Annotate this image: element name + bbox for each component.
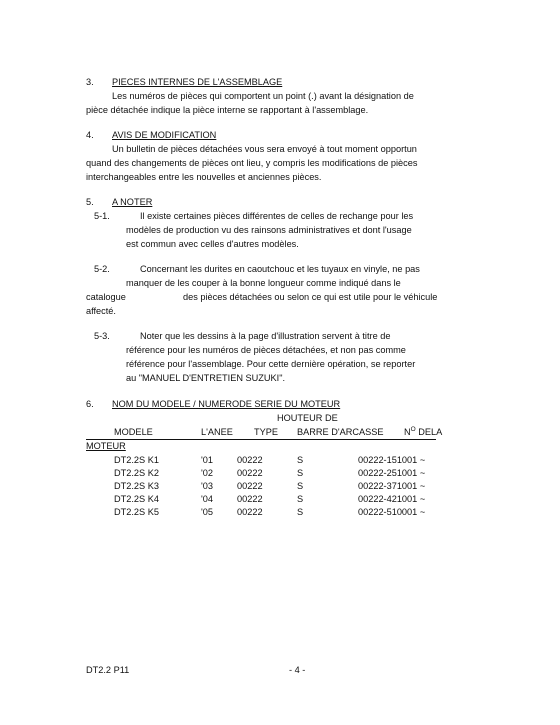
cell-serial: 00222-510001 ~ [358,507,426,517]
section4-line-3: interchangeables entre les nouvelles et anciennes pièces. [86,172,322,182]
note1-number: 5-1. [94,211,110,221]
section3-title: PIECES INTERNES DE L'ASSEMBLAGE [112,77,283,87]
note2-line-3a: catalogue [86,292,126,302]
section3-line-1: Les numéros de pièces qui comportent un point (.) avant la désignation de [112,91,414,101]
cell-year: '02 [201,468,213,478]
col-type: TYPE [254,427,278,437]
section6-number: 6. [86,399,94,409]
section4-title: AVIS DE MODIFICATION [112,130,217,140]
cell-serial: 00222-251001 ~ [358,468,426,478]
cell-type: 00222 [237,481,263,491]
col-serial [404,425,442,440]
note3-line-3: référence pour l'assemblage. Pour cette dernière opération, se reporter [126,359,416,369]
section3-number: 3. [86,77,94,87]
section5-title: A NOTER [112,197,153,207]
section3-line-2: pièce détachée indique la pièce interne se rapportant à l'assemblage. [86,105,369,115]
cell-model: DT2.2S K3 [114,481,159,491]
col-serial-prefix: N [404,427,411,437]
cell-type: 00222 [237,468,263,478]
note2-line-2: manquer de les couper à la bonne longueur comme indiqué dans le [126,278,401,288]
cell-bar: S [297,468,304,478]
cell-year: '04 [201,494,213,504]
cell-serial: 00222-371001 ~ [358,481,426,491]
section5-number: 5. [86,197,94,207]
note1-line-3: est commun avec celles d'autres modèles. [126,239,299,249]
col-serial-suffix: DELA [415,427,443,437]
table-header-top: HOUTEUR DE [277,413,338,423]
col-serial-sup: O [410,425,416,433]
col-motor: MOTEUR [86,441,126,451]
note1-line-1: Il existe certaines pièces différentes de celles de rechange pour les [140,211,414,221]
cell-model: DT2.2S K5 [114,507,159,517]
cell-model: DT2.2S K4 [114,494,159,504]
footer-doc-code: DT2.2 P11 [86,665,130,675]
cell-bar: S [297,507,304,517]
note3-line-4: au "MANUEL D'ENTRETIEN SUZUKI". [126,373,286,383]
table-header-row [86,425,443,440]
cell-bar: S [297,455,304,465]
cell-year: '03 [201,481,213,491]
cell-year: '01 [201,455,213,465]
note2-number: 5-2. [94,264,110,274]
col-model: MODELE [114,427,153,437]
col-bar: BARRE D'ARCASSE [297,427,384,437]
cell-serial: 00222-421001 ~ [358,494,426,504]
note3-line-2: référence pour les numéros de pièces détachées, et non pas comme [126,345,406,355]
cell-model: DT2.2S K1 [114,455,159,465]
note2-line-1: Concernant les durites en caoutchouc et les tuyaux en vinyle, ne pas [140,264,420,274]
cell-bar: S [297,494,304,504]
cell-type: 00222 [237,494,263,504]
footer-page-number: - 4 - [289,665,306,675]
cell-year: '05 [201,507,213,517]
section6-title: NOM DU MODELE / NUMERODE SERIE DU MOTEUR [112,399,341,409]
note2-line-3b: des pièces détachées ou selon ce qui est utile pour le véhicule [183,292,438,302]
note3-line-1: Noter que les dessins à la page d'illustration servent à titre de [140,331,391,341]
note1-line-2: modèles de production vu des rainsons administratives et dont l'usage [126,225,412,235]
note3-number: 5-3. [94,331,110,341]
cell-model: DT2.2S K2 [114,468,159,478]
cell-bar: S [297,481,304,491]
section4-line-2: quand des changements de pièces ont lieu, y compris les modifications de pièces [86,158,418,168]
col-year: L'ANEE [201,427,233,437]
section4-line-1: Un bulletin de pièces détachées vous sera envoyé à tout moment opportun [112,144,417,154]
note2-line-4: affecté. [86,306,116,316]
cell-type: 00222 [237,507,263,517]
section4-number: 4. [86,130,94,140]
cell-serial: 00222-151001 ~ [358,455,426,465]
cell-type: 00222 [237,455,263,465]
